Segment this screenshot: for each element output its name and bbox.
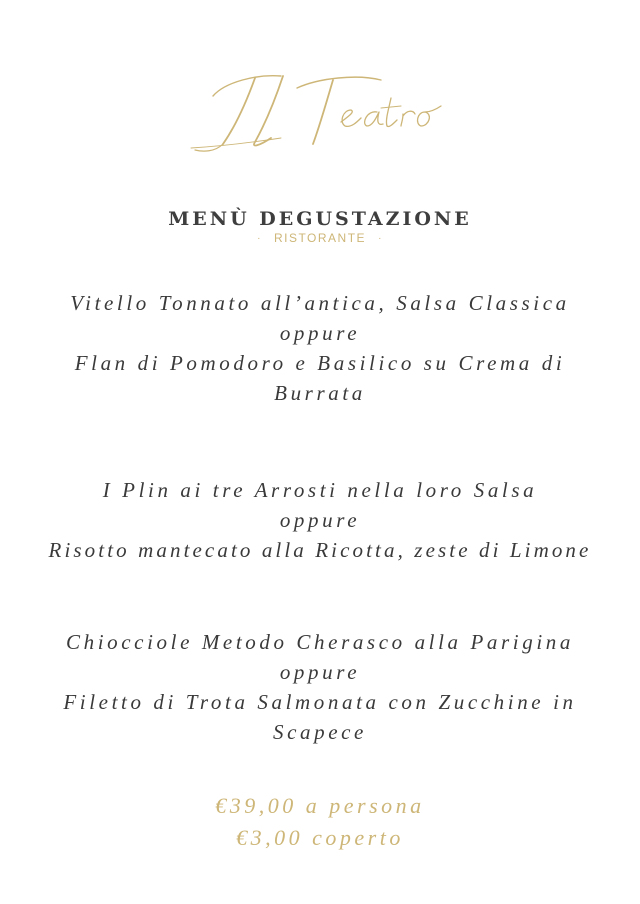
course-option: Vitello Tonnato all’antica, Salsa Classica xyxy=(70,291,570,315)
menu-title: MENÙ DEGUSTAZIONE xyxy=(168,208,472,230)
course-option: I Plin ai tre Arrosti nella loro Salsa xyxy=(102,478,538,502)
logo-subtitle xyxy=(0,231,640,245)
left-dot: · xyxy=(257,233,262,244)
course-separator: oppure xyxy=(279,508,361,532)
course-separator: oppure xyxy=(279,321,361,345)
course-block-1 xyxy=(0,288,640,408)
price-per-person: €39,00 a persona xyxy=(215,793,425,818)
course-option: Risotto mantecato alla Ricotta, zeste di Limone xyxy=(48,538,592,562)
il-teatro-script-logo xyxy=(185,66,455,158)
course-block-3 xyxy=(0,627,640,747)
right-dot: · xyxy=(378,233,383,244)
logo-subtitle-text: RISTORANTE xyxy=(273,231,367,245)
course-option-continued: Scapece xyxy=(273,720,367,744)
course-block-2 xyxy=(0,475,640,565)
course-option: Filetto di Trota Salmonata con Zucchine in xyxy=(63,690,577,714)
course-option: Chiocciole Metodo Cherasco alla Parigina xyxy=(66,630,574,654)
course-option-continued: Burrata xyxy=(274,381,366,405)
pricing-block xyxy=(0,790,640,854)
course-separator: oppure xyxy=(279,660,361,684)
cover-charge: €3,00 coperto xyxy=(236,825,404,850)
course-option: Flan di Pomodoro e Basilico su Crema di xyxy=(74,351,566,375)
